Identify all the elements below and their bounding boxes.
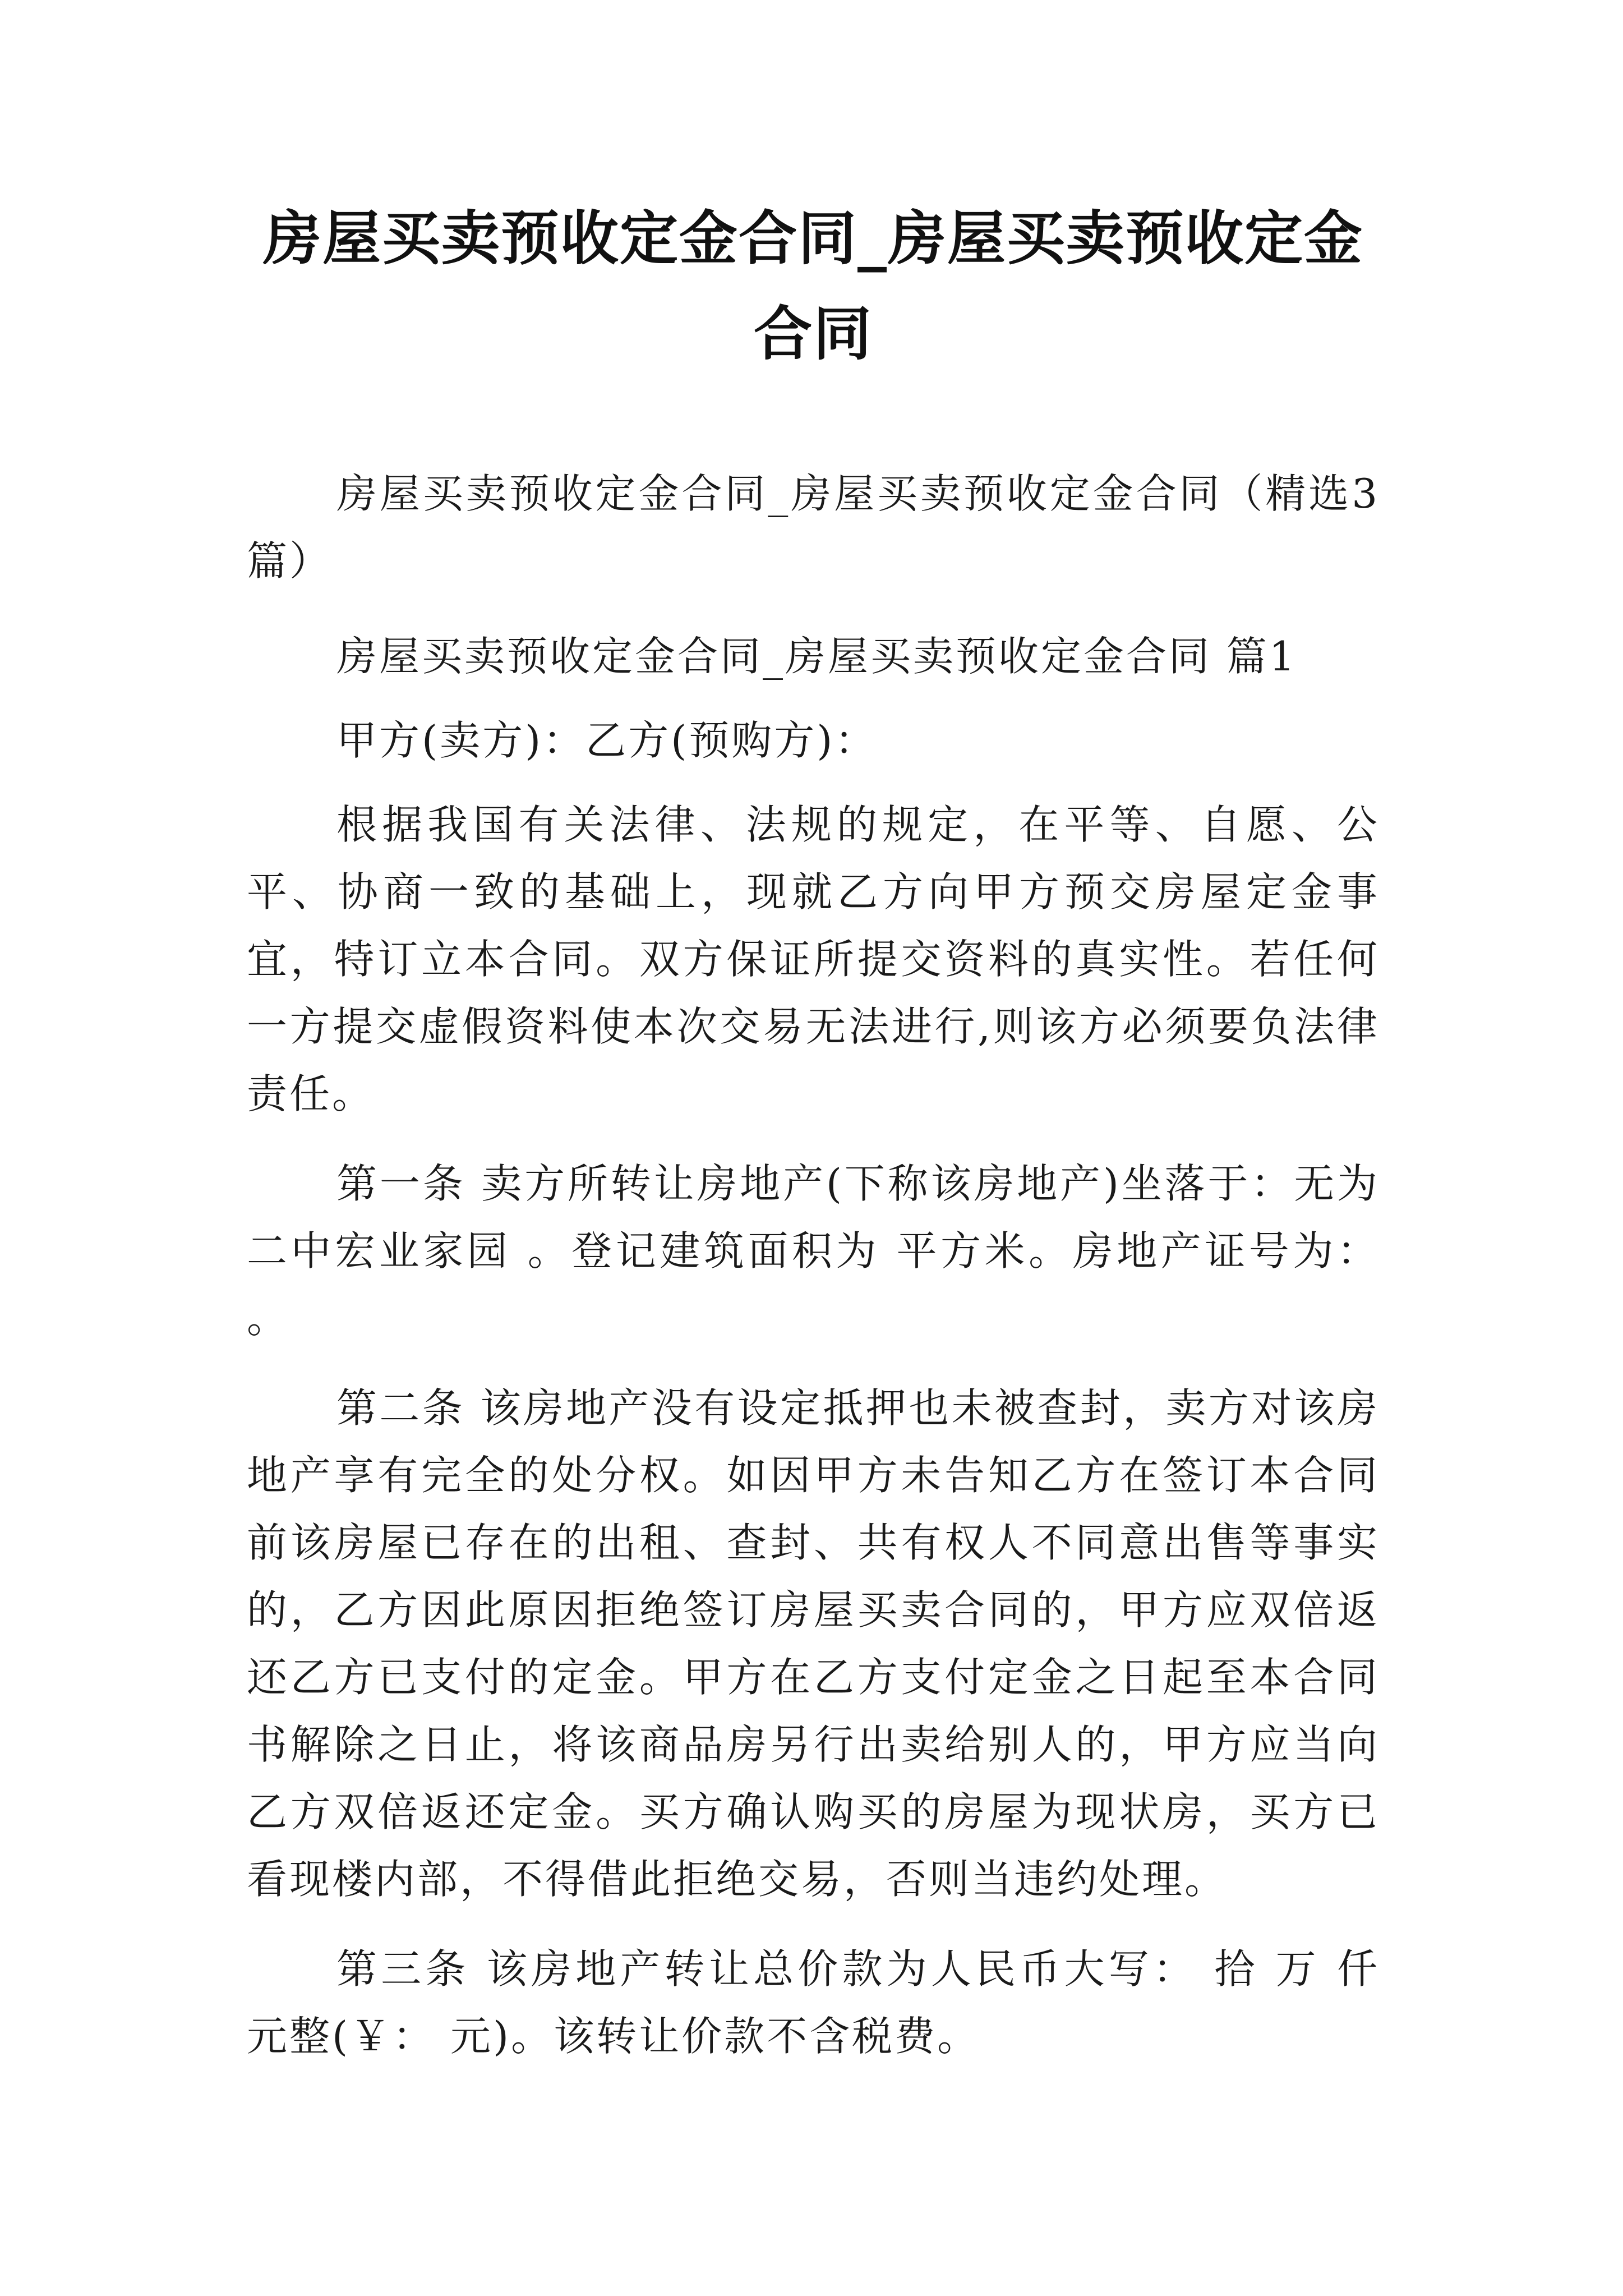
article-2-paragraph: 第二条 该房地产没有设定抵押也未被查封，卖方对该房地产享有完全的处分权。如因甲方未告知乙方在签订本合同前该房屋已存在的出租、查封、共有权人不同意出售等事实的，乙方因此原因拒绝签订房屋买卖合同的，甲方应双倍返还乙方已支付的定金。甲方在乙方支付定金之日起至本合同书解除之日止，将该商品房另行出卖给别人的，甲方应当向乙方双倍返还定金。买方确认购买的房屋为现状房，买方已看现楼内部，不得借此拒绝交易，否则当违约处理。 [247,1384,1380,1903]
document-title: 房屋买卖预收定金合同_房屋买卖预收定金合同 [262,204,1363,368]
document-body [247,460,1380,2070]
preamble-paragraph: 根据我国有关法律、法规的规定，在平等、自愿、公平、协商一致的基础上，现就乙方向甲方预交房屋定金事宜，特订立本合同。双方保证所提交资料的真实性。若任何一方提交虚假资料使本次交易无法进行,则该方必须要负法律责任。 [247,801,1380,1117]
section-heading: 房屋买卖预收定金合同_房屋买卖预收定金合同 篇1 [336,633,1297,680]
intro-paragraph: 房屋买卖预收定金合同_房屋买卖预收定金合同（精选3篇） [247,470,1380,585]
parties-line: 甲方(卖方)：乙方(预购方)： [336,717,878,764]
article-1-paragraph: 第一条 卖方所转让房地产(下称该房地产)坐落于：无为二中宏业家园 。登记建筑面积为 平方米。房地产证号为： 。 [247,1160,1380,1342]
article-3-paragraph: 第三条 该房地产转让总价款为人民币大写： 拾 万 仟 元整(￥： 元)。该转让价款不含税费。 [247,1945,1380,2060]
